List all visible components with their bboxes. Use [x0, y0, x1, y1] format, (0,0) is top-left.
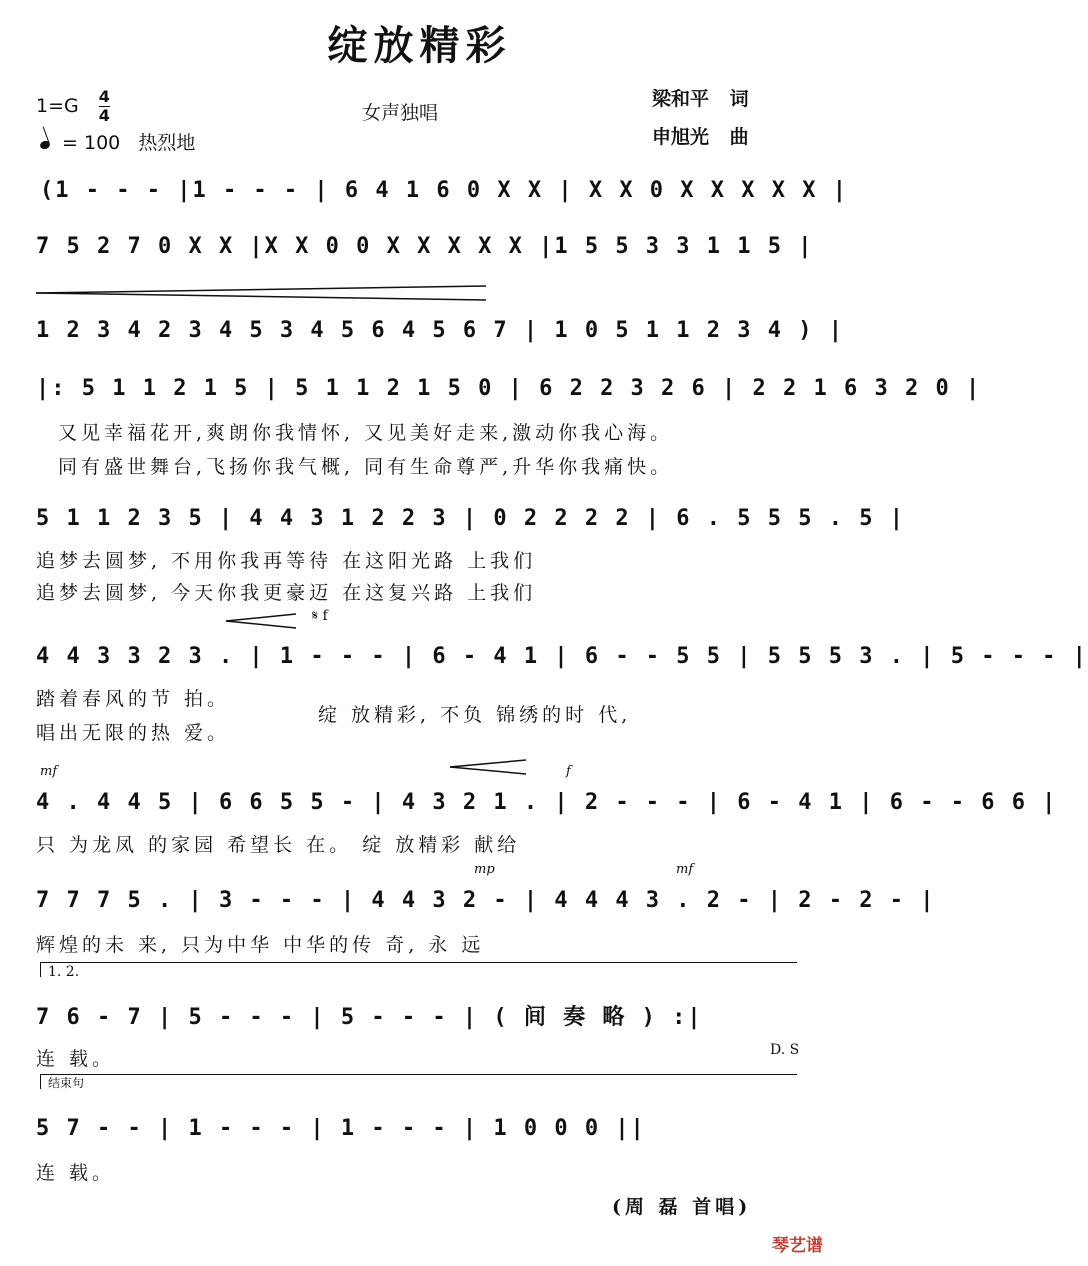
composer-role: 曲 — [729, 126, 749, 148]
tempo-value: = 100 — [62, 132, 121, 154]
lyric-line-4b: 同有盛世舞台,飞扬你我气概, 同有生命尊严,升华你我痛快。 — [58, 456, 674, 478]
lyric-line-6c: 绽 放精彩, 不负 锦绣的时 代, — [318, 704, 632, 726]
score-line-10: 5 7 - - | 1 - - - | 1 - - - | 1 0 0 0 || — [36, 1116, 646, 1141]
lyric-line-8: 辉煌的未 来, 只为中华 中华的传 奇, 永 远 — [36, 934, 485, 956]
tempo-marking — [40, 128, 195, 155]
score-line-8: 7 7 7 5 . | 3 - - - | 4 4 3 2 - | 4 4 4 3 . 2 - | 2 - 2 - | — [36, 888, 936, 913]
crescendo-hairpin-3 — [450, 758, 530, 776]
segno-mark: 𝄋 f — [312, 608, 328, 624]
lyric-line-6b: 唱出无限的热 爱。 — [36, 722, 231, 744]
volta-label: 1. 2. — [48, 964, 80, 980]
crescendo-hairpin-2 — [226, 612, 300, 630]
score-line-2: 7 5 2 7 0 X X |X X 0 0 X X X X X |1 5 5 3 3 1 1 5 | — [36, 234, 814, 259]
key-signature — [36, 88, 110, 125]
ending-bracket — [40, 1074, 797, 1089]
key-label: 1=G — [36, 95, 79, 117]
ds-mark: D. S — [770, 1042, 800, 1058]
singer-credit: (周 磊 首唱) — [612, 1196, 752, 1218]
lyricist — [652, 84, 749, 111]
crescendo-hairpin — [36, 284, 496, 302]
lyric-line-5b: 追梦去圆梦, 今天你我更豪迈 在这复兴路 上我们 — [36, 582, 537, 604]
dynamic-mp: mp — [474, 862, 495, 877]
score-line-9: 7 6 - 7 | 5 - - - | 5 - - - | ( 间 奏 略 ) :| — [36, 1005, 703, 1030]
song-title: 绽放精彩 — [327, 22, 512, 69]
lyric-line-6a: 踏着春风的节 拍。 — [36, 688, 231, 710]
time-top: 4 — [98, 87, 110, 106]
dynamic-mf-1: mf — [40, 764, 58, 779]
lyric-line-10: 连 载。 — [36, 1162, 116, 1184]
quarter-note-icon — [39, 140, 51, 151]
time-signature — [99, 88, 110, 125]
lyricist-name: 梁和平 — [652, 88, 710, 110]
lyric-line-9: 连 载。 — [36, 1048, 116, 1070]
volta-bracket — [40, 962, 797, 977]
tempo-word: 热烈地 — [138, 132, 196, 154]
score-line-6: 4 4 3 3 2 3 . | 1 - - - | 6 - 4 1 | 6 - - 5 5 | 5 5 5 3 . | 5 - - - | — [36, 644, 1088, 669]
composer-name: 申旭光 — [652, 126, 710, 148]
lyric-line-7: 只 为龙凤 的家园 希望长 在。 绽 放精彩 献给 — [36, 834, 521, 856]
site-logo: 琴艺谱 — [772, 1236, 823, 1256]
score-line-5: 5 1 1 2 3 5 | 4 4 3 1 2 2 3 | 0 2 2 2 2 | 6 . 5 5 5 . 5 | — [36, 506, 905, 531]
score-line-1: (1 - - - |1 - - - | 6 4 1 6 0 X X | X X 0 X X X X X | — [40, 178, 848, 203]
ending-label: 结束句 — [48, 1076, 85, 1090]
time-bottom: 4 — [98, 106, 110, 125]
dynamic-f: f — [566, 764, 571, 779]
performance-type: 女声独唱 — [362, 102, 439, 124]
lyric-line-4a: 又见幸福花开,爽朗你我情怀, 又见美好走来,激动你我心海。 — [58, 422, 674, 444]
score-line-7: 4 . 4 4 5 | 6 6 5 5 - | 4 3 2 1 . | 2 - - - | 6 - 4 1 | 6 - - 6 6 | — [36, 790, 1058, 815]
score-line-4: |: 5 1 1 2 1 5 | 5 1 1 2 1 5 0 | 6 2 2 3 2 6 | 2 2 1 6 3 2 0 | — [36, 376, 982, 401]
composer — [652, 122, 749, 149]
lyric-line-5a: 追梦去圆梦, 不用你我再等待 在这阳光路 上我们 — [36, 550, 537, 572]
lyricist-role: 词 — [729, 88, 749, 110]
score-line-3: 1 2 3 4 2 3 4 5 3 4 5 6 4 5 6 7 | 1 0 5 1 1 2 3 4 ) | — [36, 318, 844, 343]
dynamic-mf-2: mf — [676, 862, 694, 877]
